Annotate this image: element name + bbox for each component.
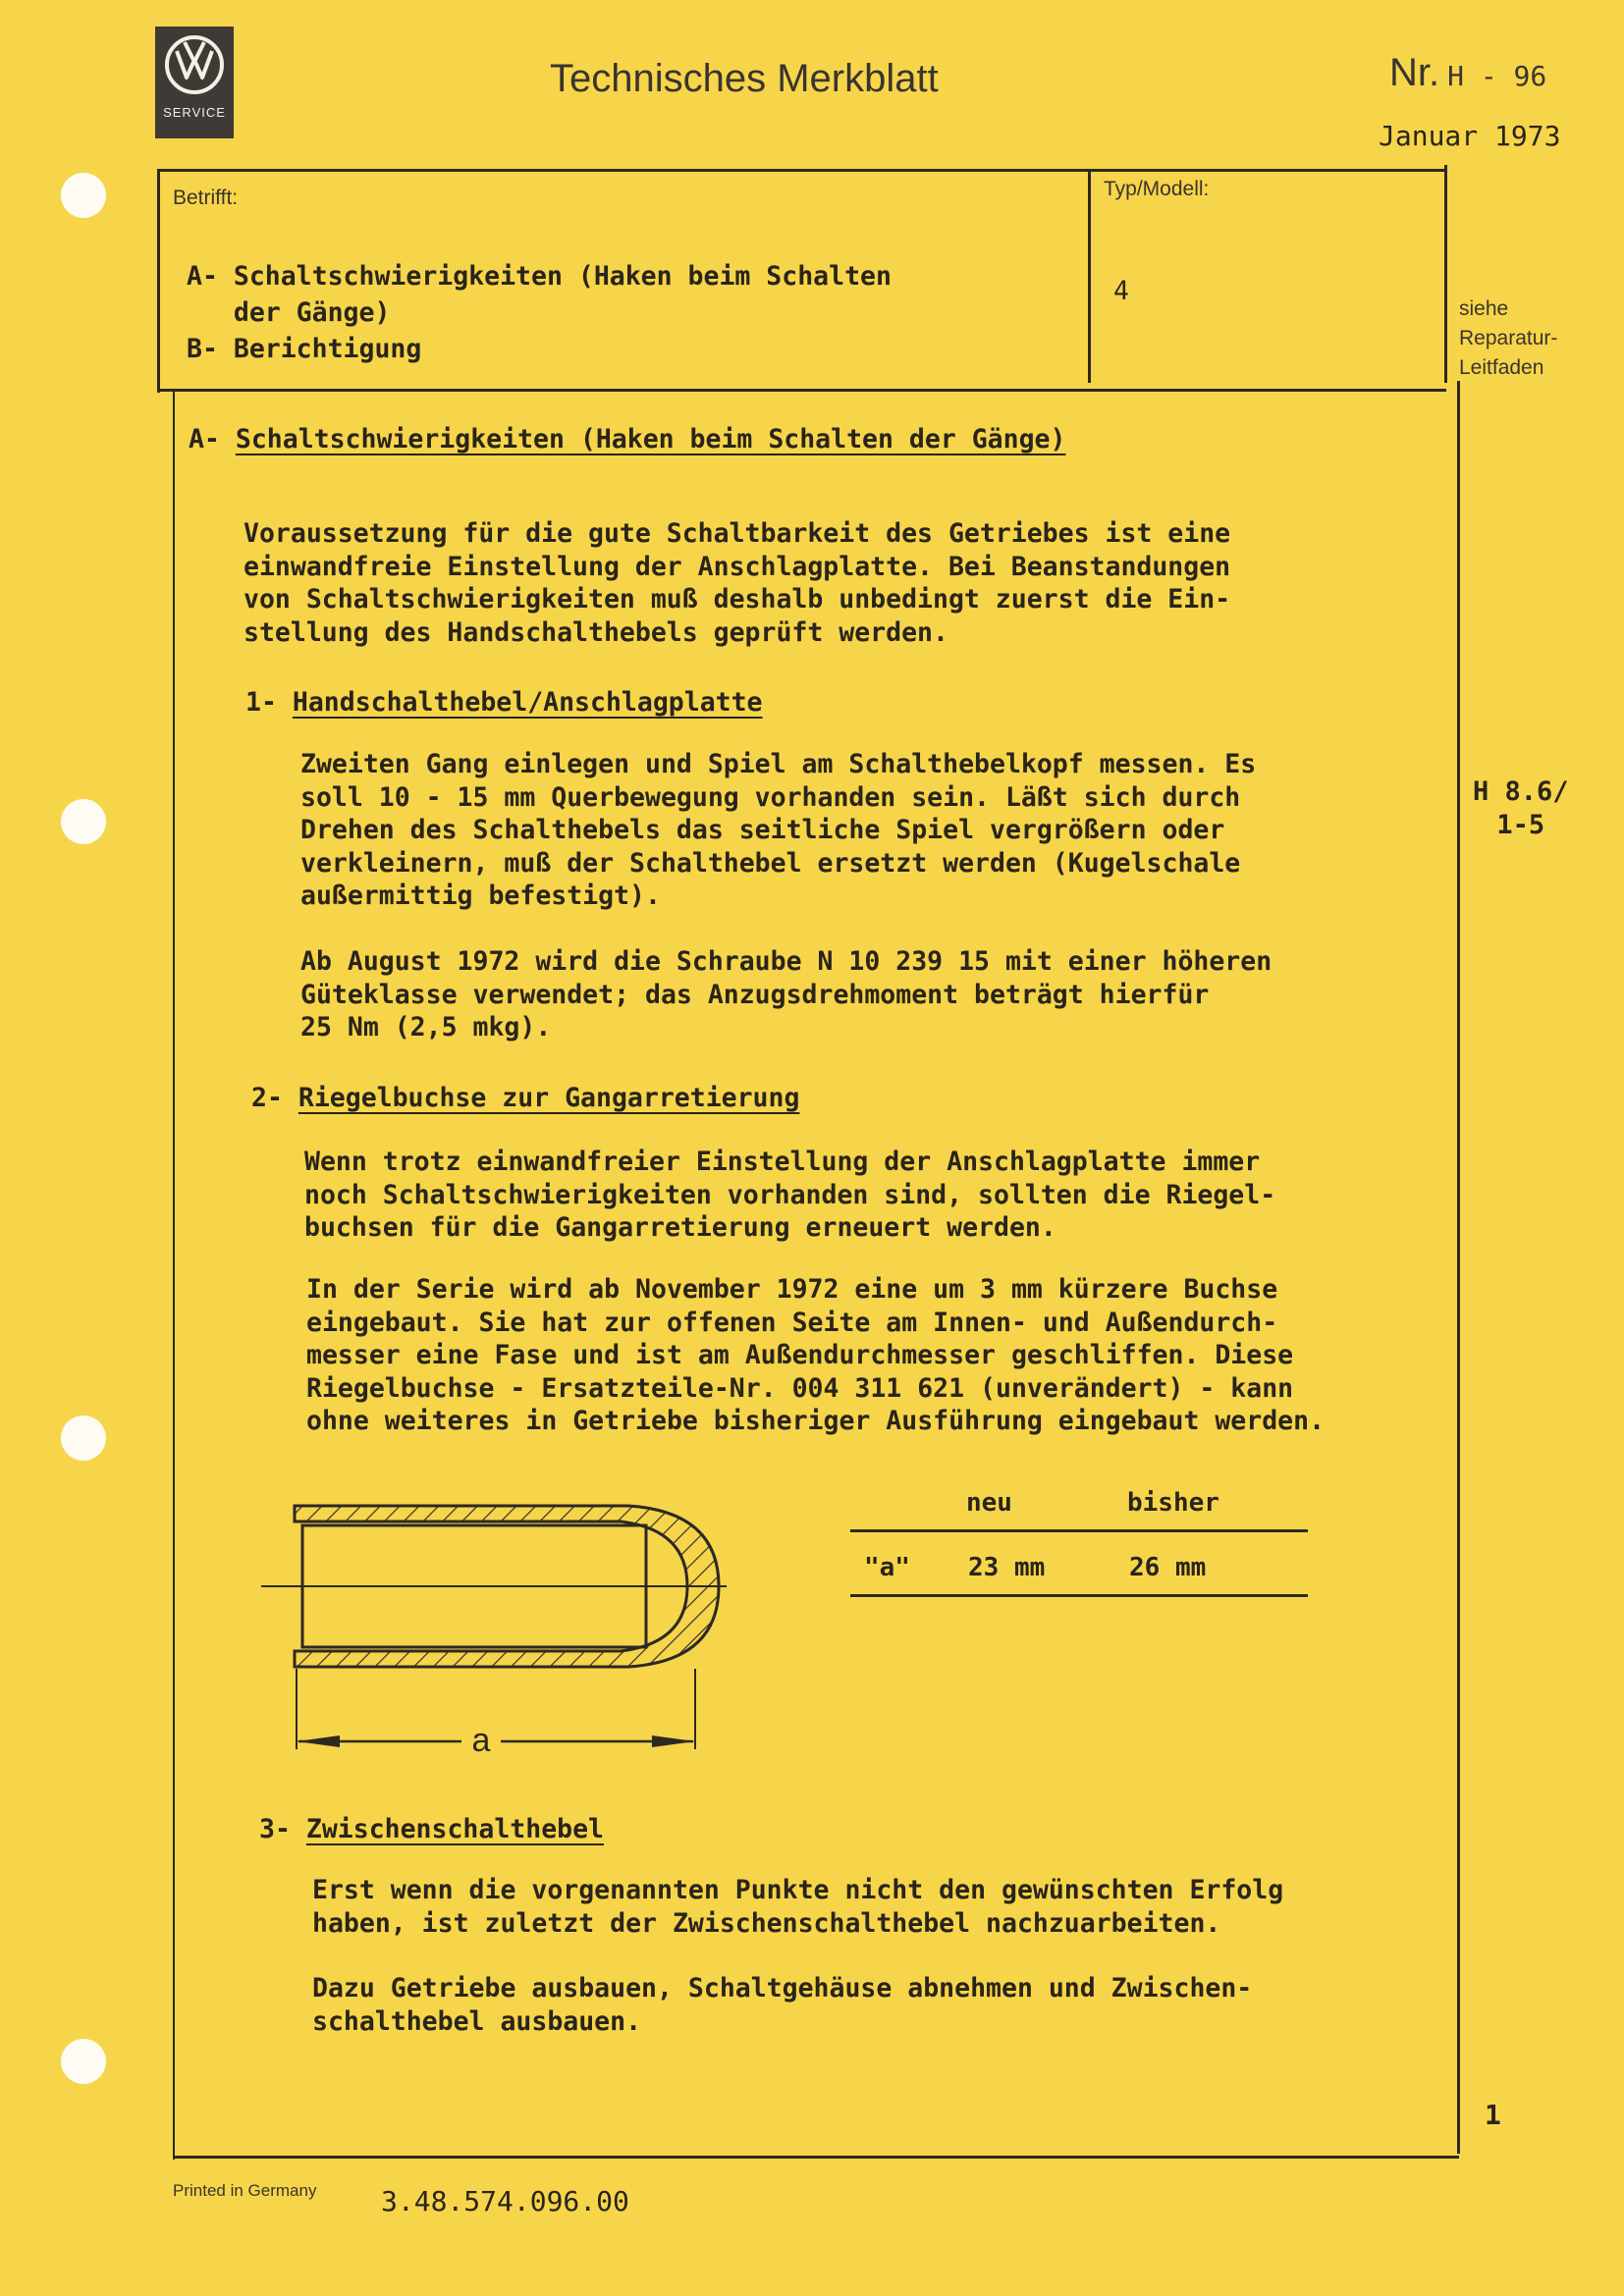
intro-line: einwandfreie Einstellung der Anschlagplatte. Bei Beanstandungen: [244, 551, 1231, 582]
text-line: noch Schaltschwierigkeiten vorhanden sind, sollten die Riegel-: [304, 1179, 1276, 1210]
text-line: haben, ist zuletzt der Zwischenschalthebel nachzuarbeiten.: [312, 1907, 1221, 1939]
nr-label: Nr.: [1389, 51, 1440, 94]
text-line: ohne weiteres in Getriebe bisheriger Ausführung eingebaut werden.: [306, 1406, 1326, 1436]
nr-value: H - 96: [1447, 60, 1547, 92]
subject-line-b: B- Berichtigung: [187, 334, 422, 364]
text-line: Riegelbuchse - Ersatzteile-Nr. 004 311 621 (unverändert) - kann: [306, 1372, 1294, 1404]
text-line: Erst wenn die vorgenannten Punkte nicht den gewünschten Erfolg: [312, 1875, 1284, 1905]
intro-line: stellung des Handschalthebels geprüft werden.: [244, 616, 948, 648]
item2-paragraph2: [306, 1273, 1325, 1438]
text-line: Wenn trotz einwandfreier Einstellung der Anschlagplatte immer: [304, 1147, 1261, 1177]
item2-heading: [251, 1083, 799, 1113]
vw-emblem-icon: [164, 34, 225, 95]
table-col-new: neu: [966, 1488, 1012, 1518]
table-new-value: 23 mm: [968, 1553, 1046, 1582]
typ-value: 4: [1113, 276, 1129, 306]
item2-prefix: 2-: [251, 1083, 298, 1113]
box-divider-line: [1088, 169, 1091, 383]
text-line: verkleinern, muß der Schalthebel ersetzt werden (Kugelschale: [300, 847, 1241, 879]
document-title: Technisches Merkblatt: [550, 57, 939, 100]
intro-line: von Schaltschwierigkeiten muß deshalb unbedingt zuerst die Ein-: [244, 584, 1231, 614]
item1-paragraph1: [300, 748, 1256, 913]
frame-bottom-line: [173, 2156, 1459, 2159]
reparatur-text: Reparatur-: [1459, 327, 1558, 349]
page-number: 1: [1485, 2099, 1501, 2131]
item3-paragraph2: [312, 1972, 1252, 2038]
item2-title: Riegelbuchse zur Gangarretierung: [298, 1083, 800, 1113]
text-line: In der Serie wird ab November 1972 eine um 3 mm kürzere Buchse: [306, 1274, 1278, 1305]
vw-service-logo: [155, 27, 234, 138]
intro-line: Voraussetzung für die gute Schaltbarkeit des Getriebes ist eine: [244, 518, 1231, 549]
frame-left-line: [173, 391, 175, 2160]
punch-hole: [61, 1415, 106, 1461]
printed-in-germany: Printed in Germany: [173, 2181, 317, 2200]
betrifft-label: Betrifft:: [173, 187, 239, 209]
text-line: Zweiten Gang einlegen und Spiel am Schalthebelkopf messen. Es: [300, 749, 1257, 779]
leitfaden-text: Leitfaden: [1459, 356, 1544, 379]
table-col-old: bisher: [1127, 1488, 1219, 1518]
table-bottom-line: [850, 1594, 1308, 1597]
box-right-line: [1444, 165, 1447, 383]
manual-reference: [1473, 775, 1569, 842]
manual-reference-line2: 1-5: [1496, 810, 1545, 840]
section-a-heading: [189, 424, 1065, 454]
punch-hole: [61, 173, 106, 218]
item2-paragraph1: [304, 1146, 1275, 1245]
text-line: außermittig befestigt).: [300, 881, 661, 911]
text-line: eingebaut. Sie hat zur offenen Seite am Innen- und Außendurch-: [306, 1307, 1278, 1338]
manual-reference-line1: H 8.6/: [1473, 776, 1569, 807]
table-old-value: 26 mm: [1129, 1553, 1207, 1582]
box-top-line: [157, 169, 1446, 172]
siehe-text: siehe: [1459, 297, 1509, 320]
text-line: buchsen für die Gangarretierung erneuert werden.: [304, 1212, 1056, 1243]
item1-title: Handschalthebel/Anschlagplatte: [292, 687, 763, 718]
section-a-prefix: A-: [189, 424, 236, 454]
item3-paragraph1: [312, 1874, 1283, 1940]
dimension-label: a: [471, 1722, 491, 1759]
document-number: [1389, 51, 1546, 95]
bushing-drawing: [257, 1492, 738, 1767]
item3-title: Zwischenschalthebel: [305, 1814, 605, 1844]
punch-hole: [61, 799, 106, 844]
item1-paragraph2: [300, 945, 1272, 1044]
intro-paragraph: [244, 517, 1230, 649]
table-row-label: "a": [864, 1553, 910, 1582]
typ-modell-label: Typ/Modell:: [1104, 178, 1210, 200]
text-line: schalthebel ausbauen.: [312, 2005, 642, 2037]
logo-service-text: SERVICE: [163, 105, 226, 120]
table-header-line: [850, 1529, 1308, 1532]
item3-heading: [259, 1814, 604, 1844]
item1-prefix: 1-: [245, 687, 293, 718]
box-bottom-line: [157, 389, 1446, 392]
item1-heading: [245, 687, 763, 718]
document-date: Januar 1973: [1379, 120, 1561, 152]
text-line: Dazu Getriebe ausbauen, Schaltgehäuse abnehmen und Zwischen-: [312, 1973, 1253, 2003]
item3-prefix: 3-: [259, 1814, 306, 1844]
text-line: Güteklasse verwendet; das Anzugsdrehmoment beträgt hierfür: [300, 979, 1210, 1010]
subject-line-a2: der Gänge): [187, 297, 391, 328]
section-a-title: Schaltschwierigkeiten (Haken beim Schalten der Gänge): [235, 424, 1066, 454]
punch-hole: [61, 2039, 106, 2084]
subject-line-a1: A- Schaltschwierigkeiten (Haken beim Schalten: [187, 261, 892, 292]
text-line: Ab August 1972 wird die Schraube N 10 239 15 mit einer höheren: [300, 946, 1272, 977]
text-line: messer eine Fase und ist am Außendurchmesser geschliffen. Diese: [306, 1340, 1294, 1370]
reference-note: [1459, 294, 1557, 383]
text-line: Drehen des Schalthebels das seitliche Spiel vergrößern oder: [300, 815, 1225, 845]
text-line: 25 Nm (2,5 mkg).: [300, 1012, 552, 1042]
box-left-line: [157, 169, 160, 393]
print-code: 3.48.574.096.00: [381, 2185, 629, 2217]
text-line: soll 10 - 15 mm Querbewegung vorhanden sein. Läßt sich durch: [300, 781, 1241, 813]
frame-right-line: [1457, 381, 1460, 2154]
